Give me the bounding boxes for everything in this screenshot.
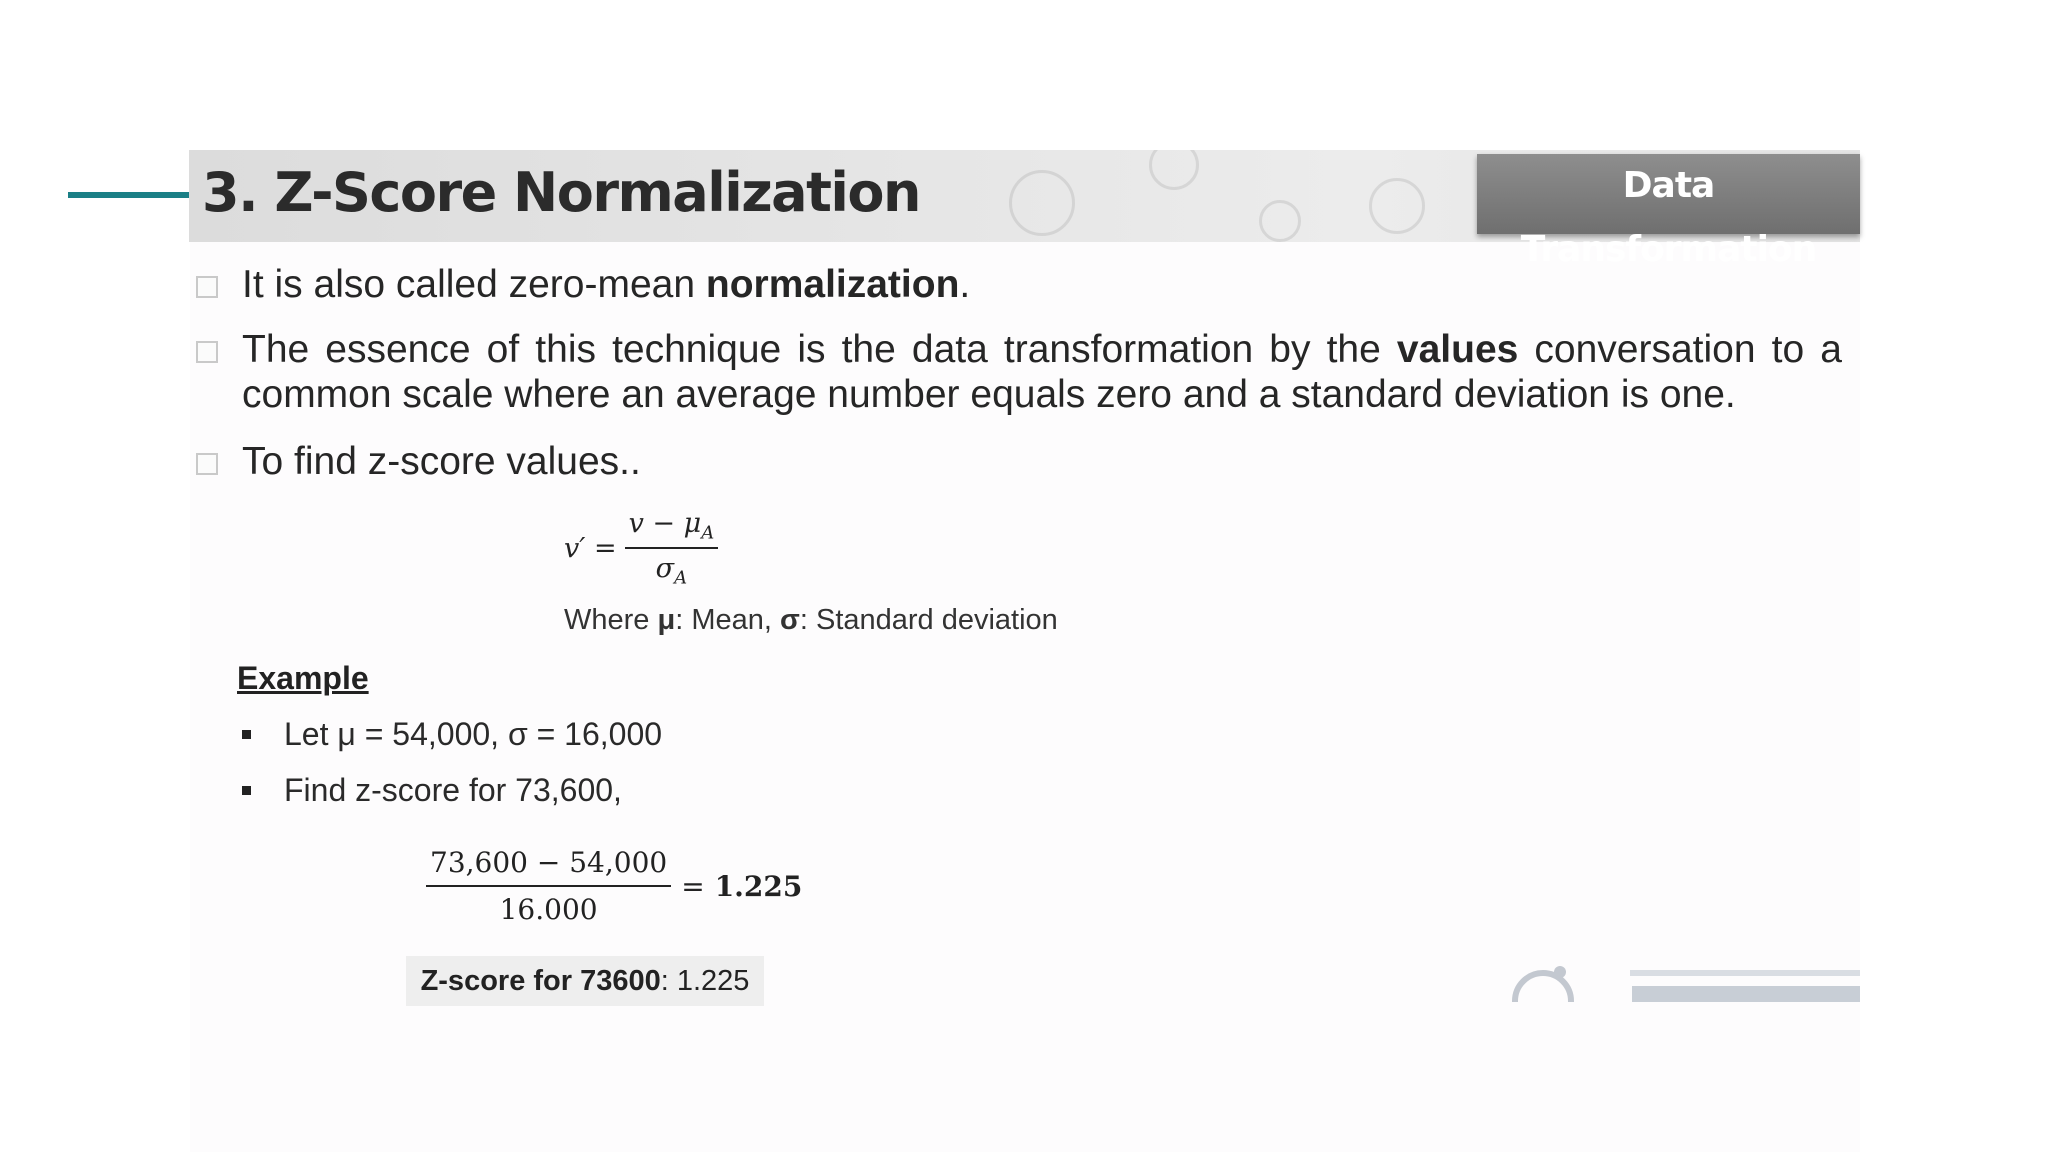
slide-title: 3. Z-Score Normalization — [202, 161, 920, 224]
square-bullet-icon — [242, 730, 251, 739]
bullet-list — [196, 262, 1846, 484]
bullet-item: To find z-score values.. — [196, 439, 1846, 484]
logo-dot-icon — [1554, 966, 1566, 978]
institution-logo — [1510, 966, 1860, 1002]
square-bullet-icon — [242, 786, 251, 795]
banner-doodle — [1149, 150, 1199, 190]
result-value: : 1.225 — [660, 965, 750, 997]
formula-lhs: v′ = — [564, 532, 617, 564]
checkbox-bullet-icon — [196, 453, 218, 475]
calc-equals: = — [681, 869, 705, 903]
result-label: Z-score for 73600 — [420, 965, 661, 997]
calc-fraction — [426, 846, 671, 926]
formula-numerator: $v - \mu_A$ — [625, 508, 719, 549]
banner-doodle — [1369, 178, 1425, 234]
example-list — [240, 713, 662, 825]
bullet-item: The essence of this technique is the data transformation by the values conversation to a common scale where an average number equals zero and a standard deviation is one. — [196, 327, 1842, 417]
calc-denominator: 16.000 — [499, 893, 598, 926]
logo-subtitle-bar — [1630, 970, 1860, 976]
list-item: Find z-score for 73,600, — [240, 769, 662, 811]
result-box — [406, 956, 764, 1006]
logo-wordmark-bar — [1632, 986, 1860, 1002]
checkbox-bullet-icon — [196, 276, 218, 298]
formula-denominator: $\sigma_A$ — [655, 553, 688, 589]
banner-doodle — [1259, 200, 1301, 242]
example-heading: Example — [237, 660, 369, 696]
calc-numerator: 73,600 − 54,000 — [426, 846, 671, 887]
section-tag: Data Transformation — [1477, 154, 1860, 234]
bullet-item: It is also called zero-mean normalization. — [196, 262, 1846, 307]
formula-legend: Where μ: Mean, σ: Standard deviation — [564, 604, 1058, 636]
formula-fraction — [625, 508, 719, 589]
calc-result: 1.225 — [714, 869, 803, 903]
checkbox-bullet-icon — [196, 341, 218, 363]
banner-doodle — [1009, 170, 1075, 236]
list-item: Let μ = 54,000, σ = 16,000 — [240, 713, 662, 755]
calculation — [418, 846, 802, 926]
z-score-formula — [564, 508, 718, 589]
accent-line — [68, 192, 190, 198]
